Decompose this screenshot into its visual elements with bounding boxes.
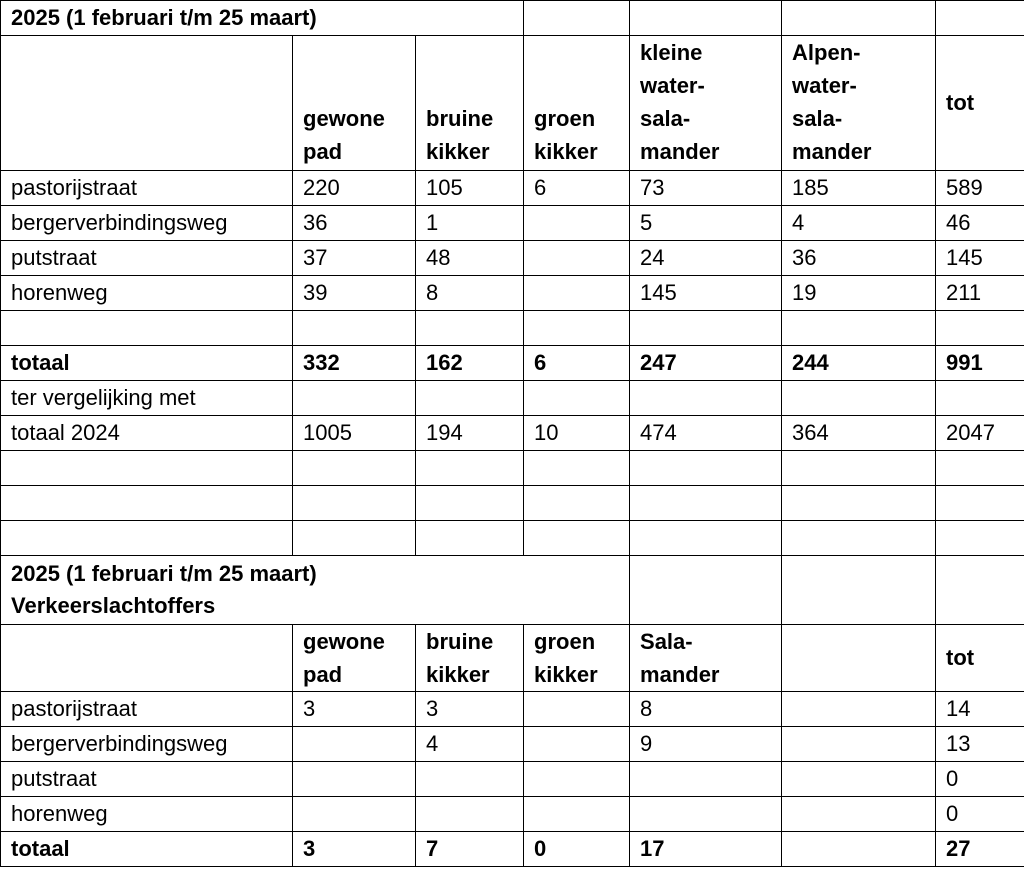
- row-label: horenweg: [1, 276, 293, 311]
- table-cell: 991: [936, 346, 1024, 381]
- header-line: gewone: [303, 106, 385, 131]
- table-cell: 0: [936, 797, 1024, 832]
- empty-cell: [936, 381, 1024, 416]
- table-cell: [524, 797, 630, 832]
- header-line: bruine: [426, 106, 494, 131]
- total-row: [1, 832, 1024, 867]
- table-cell: [416, 762, 524, 797]
- table-cell: 46: [936, 206, 1024, 241]
- empty-cell: [416, 311, 524, 346]
- table-cell: [524, 206, 630, 241]
- table-cell: 3: [293, 692, 416, 727]
- table-cell: [524, 762, 630, 797]
- column-header: [782, 36, 936, 171]
- table-cell: 474: [630, 416, 782, 451]
- empty-cell: [630, 381, 782, 416]
- empty-row: [1, 521, 1024, 556]
- table-cell: [524, 276, 630, 311]
- table-cell: 1005: [293, 416, 416, 451]
- table-row: [1, 276, 1024, 311]
- empty-cell: [782, 1, 936, 36]
- empty-cell: [524, 381, 630, 416]
- empty-cell: [782, 311, 936, 346]
- empty-cell: [293, 486, 416, 521]
- header-line: kikker: [426, 662, 490, 687]
- column-header: [293, 36, 416, 171]
- table-cell: 13: [936, 727, 1024, 762]
- table-cell: [416, 797, 524, 832]
- table-cell: 0: [936, 762, 1024, 797]
- empty-cell: [524, 451, 630, 486]
- table-cell: 37: [293, 241, 416, 276]
- empty-cell: [782, 381, 936, 416]
- row-label: horenweg: [1, 797, 293, 832]
- column-header: [416, 36, 524, 171]
- table-cell: 220: [293, 171, 416, 206]
- header-line: water-: [640, 73, 705, 98]
- row-label: pastorijstraat: [1, 171, 293, 206]
- row-label: totaal: [1, 832, 293, 867]
- table-cell: 2047: [936, 416, 1024, 451]
- table-cell: [782, 762, 936, 797]
- table-cell: 145: [936, 241, 1024, 276]
- empty-cell: [936, 311, 1024, 346]
- column-header: [524, 36, 630, 171]
- section1-title-row: [1, 1, 1024, 36]
- section2-subtitle: Verkeerslachtoffers: [11, 593, 216, 618]
- empty-cell: [782, 625, 936, 692]
- row-label: bergerverbindingsweg: [1, 727, 293, 762]
- table-cell: 9: [630, 727, 782, 762]
- empty-cell: [524, 311, 630, 346]
- empty-cell: [630, 451, 782, 486]
- header-line: pad: [303, 139, 343, 164]
- row-label: bergerverbindingsweg: [1, 206, 293, 241]
- table-cell: 8: [416, 276, 524, 311]
- table-cell: 8: [630, 692, 782, 727]
- empty-cell: [293, 451, 416, 486]
- empty-cell: [630, 521, 782, 556]
- header-line: pad: [303, 662, 343, 687]
- empty-cell: [936, 556, 1024, 625]
- empty-cell: [1, 486, 293, 521]
- empty-cell: [782, 556, 936, 625]
- column-header: tot: [936, 36, 1024, 171]
- section1-title: 2025 (1 februari t/m 25 maart): [1, 1, 524, 36]
- empty-cell: [630, 486, 782, 521]
- empty-cell: [416, 451, 524, 486]
- header-line: kikker: [426, 139, 490, 164]
- table-cell: 4: [782, 206, 936, 241]
- header-line: kleine: [640, 40, 703, 65]
- table-cell: [630, 797, 782, 832]
- compare-label: ter vergelijking met: [1, 381, 293, 416]
- empty-row: [1, 311, 1024, 346]
- empty-cell: [293, 381, 416, 416]
- table-cell: 364: [782, 416, 936, 451]
- table-cell: 244: [782, 346, 936, 381]
- table-cell: [293, 762, 416, 797]
- total-row: [1, 346, 1024, 381]
- header-line: groen: [534, 106, 596, 131]
- table-cell: 6: [524, 171, 630, 206]
- row-label: totaal 2024: [1, 416, 293, 451]
- empty-cell: [1, 521, 293, 556]
- table-cell: 105: [416, 171, 524, 206]
- table-cell: 0: [524, 832, 630, 867]
- empty-row: [1, 451, 1024, 486]
- table-cell: 14: [936, 692, 1024, 727]
- empty-cell: [936, 521, 1024, 556]
- table-cell: 589: [936, 171, 1024, 206]
- table-row: [1, 797, 1024, 832]
- table-cell: 27: [936, 832, 1024, 867]
- header-line: mander: [792, 139, 872, 164]
- section2-title: [1, 556, 630, 625]
- column-header: [416, 625, 524, 692]
- column-header: [630, 625, 782, 692]
- table-cell: [524, 727, 630, 762]
- empty-cell: [936, 486, 1024, 521]
- empty-cell: [416, 486, 524, 521]
- table-cell: 5: [630, 206, 782, 241]
- table-cell: [782, 727, 936, 762]
- empty-cell: [293, 521, 416, 556]
- empty-cell: [524, 486, 630, 521]
- table-cell: 10: [524, 416, 630, 451]
- header-line: Sala-: [640, 629, 693, 654]
- header-line: mander: [640, 662, 720, 687]
- column-header: [630, 36, 782, 171]
- row-label: putstraat: [1, 241, 293, 276]
- empty-cell: [782, 486, 936, 521]
- table-row: [1, 692, 1024, 727]
- table-cell: 7: [416, 832, 524, 867]
- empty-cell: [630, 556, 782, 625]
- table-cell: [524, 692, 630, 727]
- empty-cell: [293, 311, 416, 346]
- table-cell: 24: [630, 241, 782, 276]
- empty-cell: [416, 381, 524, 416]
- table-cell: 4: [416, 727, 524, 762]
- compare-row: [1, 416, 1024, 451]
- empty-cell: [782, 521, 936, 556]
- table-cell: 194: [416, 416, 524, 451]
- table-row: [1, 727, 1024, 762]
- header-line: sala-: [792, 106, 843, 131]
- row-label: pastorijstraat: [1, 692, 293, 727]
- compare-label-row: [1, 381, 1024, 416]
- table-cell: 19: [782, 276, 936, 311]
- row-label: putstraat: [1, 762, 293, 797]
- header-line: kikker: [534, 139, 598, 164]
- empty-cell: [1, 311, 293, 346]
- table-cell: [782, 832, 936, 867]
- section2-header-row: [1, 625, 1024, 692]
- table-cell: 6: [524, 346, 630, 381]
- table-cell: [630, 762, 782, 797]
- header-line: mander: [640, 139, 720, 164]
- table-row: [1, 171, 1024, 206]
- header-line: Alpen-: [792, 40, 861, 65]
- table-cell: [782, 797, 936, 832]
- table-cell: 162: [416, 346, 524, 381]
- table-cell: 145: [630, 276, 782, 311]
- header-line: gewone: [303, 629, 385, 654]
- table-cell: 36: [293, 206, 416, 241]
- table-cell: 1: [416, 206, 524, 241]
- section2-title-line: 2025 (1 februari t/m 25 maart): [11, 561, 317, 586]
- table-row: [1, 241, 1024, 276]
- empty-cell: [630, 311, 782, 346]
- column-header: [524, 625, 630, 692]
- table-cell: 185: [782, 171, 936, 206]
- row-label: totaal: [1, 346, 293, 381]
- empty-cell: [630, 1, 782, 36]
- table-cell: 73: [630, 171, 782, 206]
- header-line: groen: [534, 629, 596, 654]
- empty-cell: [1, 451, 293, 486]
- empty-cell: [1, 36, 293, 171]
- table-row: [1, 762, 1024, 797]
- table-cell: [293, 797, 416, 832]
- empty-cell: [416, 521, 524, 556]
- table-cell: 36: [782, 241, 936, 276]
- empty-cell: [1, 625, 293, 692]
- empty-cell: [782, 451, 936, 486]
- table-cell: [782, 692, 936, 727]
- header-line: kikker: [534, 662, 598, 687]
- empty-cell: [524, 521, 630, 556]
- column-header: [293, 625, 416, 692]
- table-cell: 332: [293, 346, 416, 381]
- table-row: [1, 206, 1024, 241]
- section1-header-row: [1, 36, 1024, 171]
- section2-title-row: [1, 556, 1024, 625]
- empty-row: [1, 486, 1024, 521]
- empty-cell: [524, 1, 630, 36]
- table-cell: [524, 241, 630, 276]
- table-cell: 247: [630, 346, 782, 381]
- empty-cell: [936, 1, 1024, 36]
- header-line: bruine: [426, 629, 494, 654]
- table-cell: 3: [293, 832, 416, 867]
- table-cell: 39: [293, 276, 416, 311]
- table-cell: 17: [630, 832, 782, 867]
- table-cell: [293, 727, 416, 762]
- empty-cell: [936, 451, 1024, 486]
- table-cell: 48: [416, 241, 524, 276]
- table-cell: 211: [936, 276, 1024, 311]
- column-header: tot: [936, 625, 1024, 692]
- header-line: water-: [792, 73, 857, 98]
- header-line: sala-: [640, 106, 691, 131]
- table-cell: 3: [416, 692, 524, 727]
